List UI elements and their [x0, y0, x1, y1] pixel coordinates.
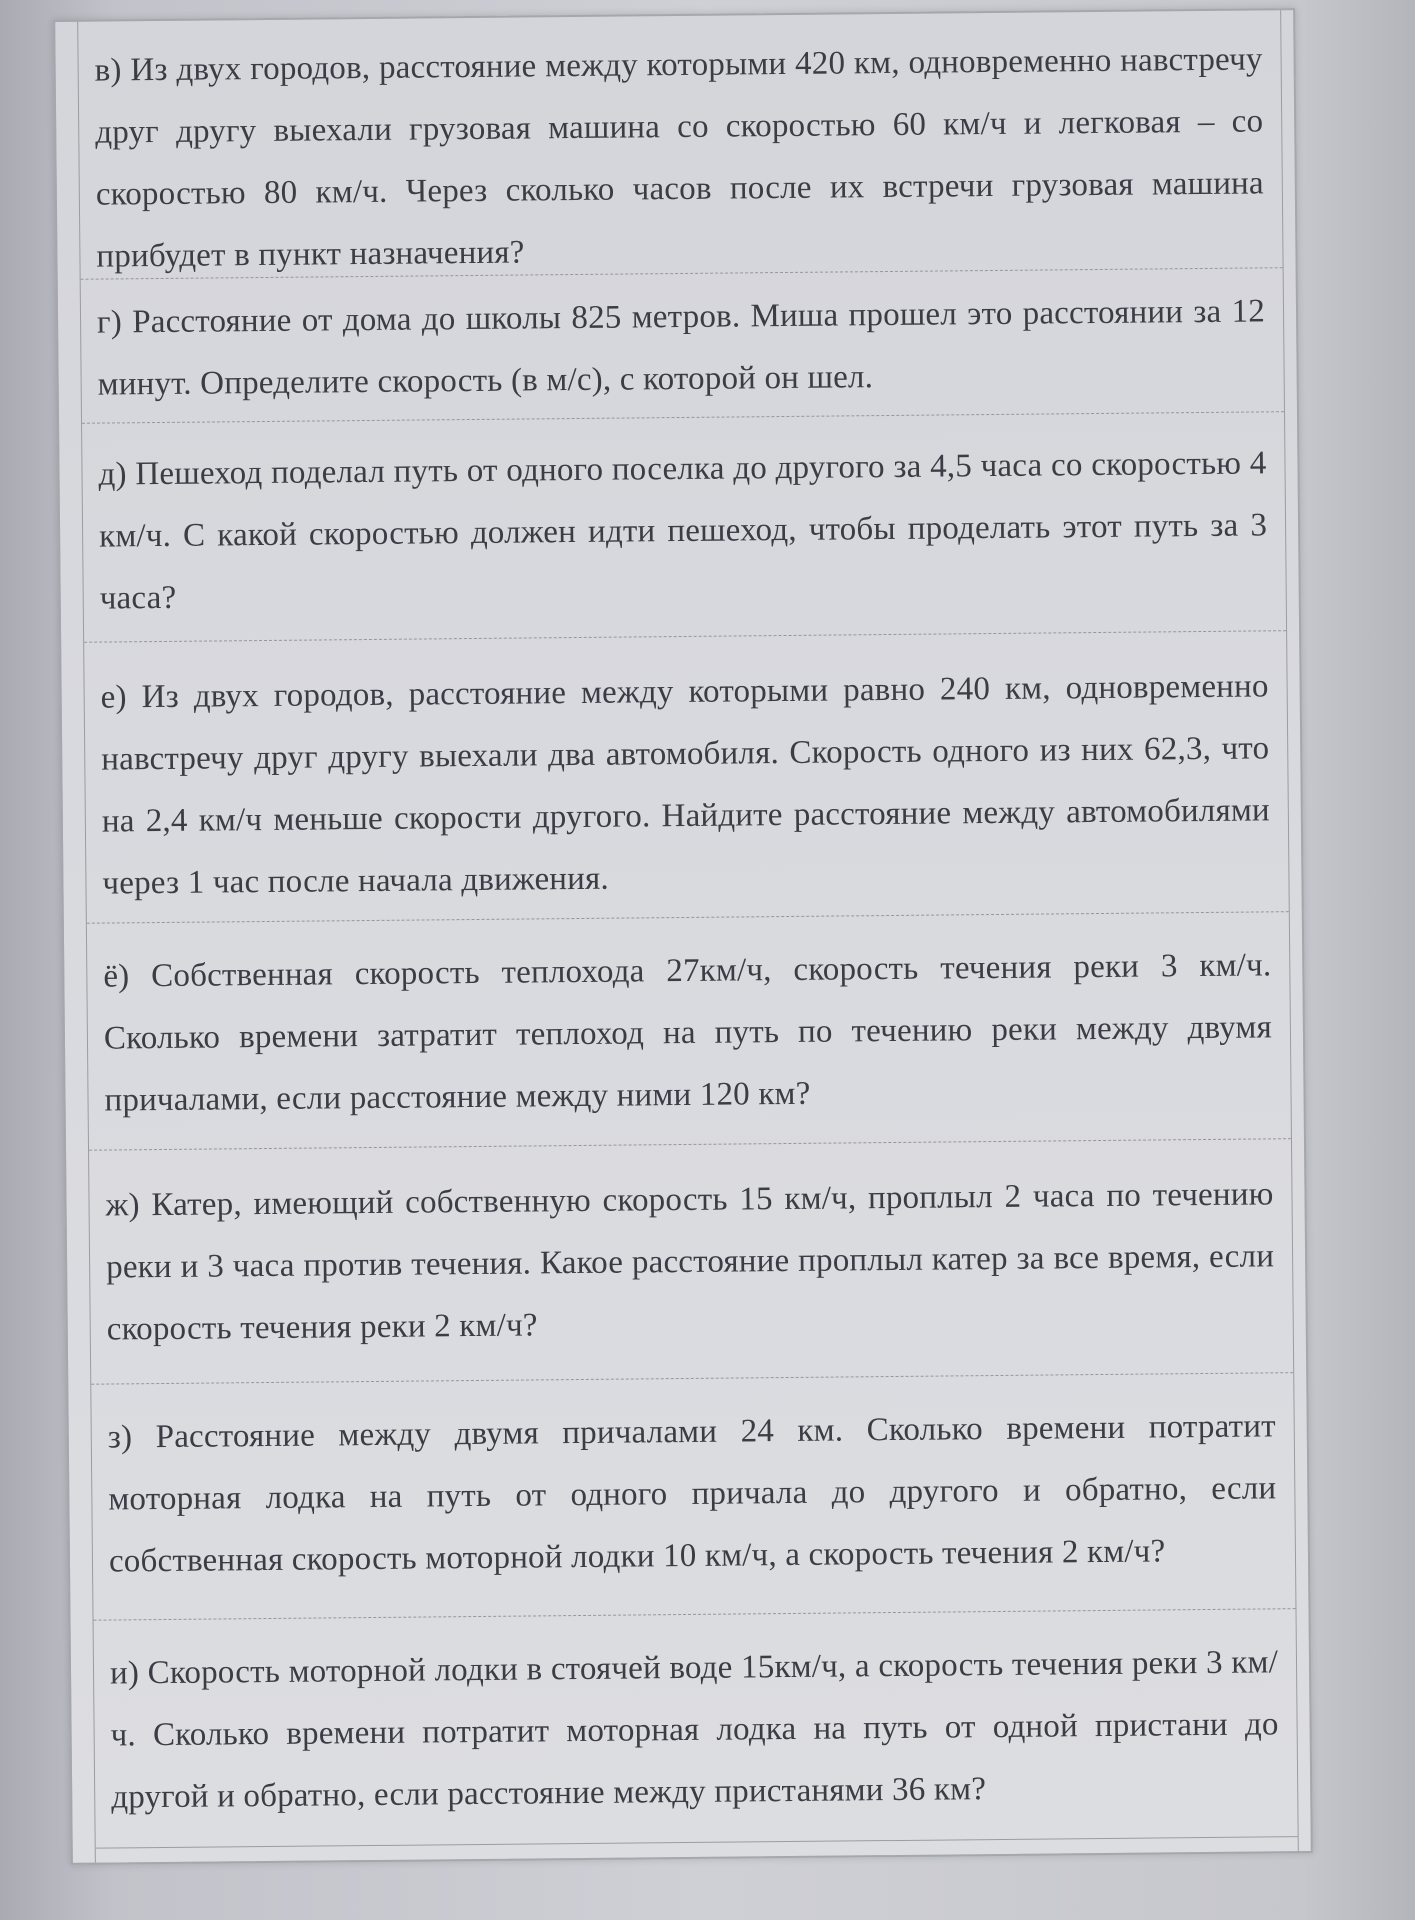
- problem-cell-yo: [87, 912, 1291, 1151]
- problem-cell-i: [94, 1609, 1298, 1849]
- problems-table: [77, 10, 1299, 1862]
- problem-text-v: в) Из двух городов, расстояние между которыми 420 км, одновременно навстречу друг другу выехали грузовая машина со скоростью 60 км/ч и легковая – со скоростью 80 км/ч. Через сколько часов после их встречи грузовая машина прибудет в пункт назначения?: [94, 41, 1264, 275]
- problem-text-g: г) Расстояние от дома до школы 825 метров. Миша прошел это расстоянии за 12 минут. Определите скорость (в м/с), с которой он шел.: [96, 293, 1266, 403]
- problem-cell-e: [84, 631, 1289, 924]
- problem-text-zh: ж) Катер, имеющий собственную скорость 15 км/ч, проплыл 2 часа по течению реки и 3 часа против течения. Какое расстояние проплыл катер за все время, если скорость течения реки 2 км/ч?: [105, 1176, 1275, 1348]
- paper-sheet: [53, 8, 1313, 1865]
- problem-text-z: з) Расстояние между двумя причалами 24 км. Сколько времени потратит моторная лодка на путь от одного причала до другого и обратно, если собственная скорость моторной лодки 10 км/ч, а скорость течения 2 км/ч?: [107, 1408, 1277, 1580]
- problem-cell-v: [78, 10, 1282, 280]
- problem-text-i: и) Скорость моторной лодки в стоячей воде 15км/ч, а скорость течения реки 3 км/ч. Сколько времени потратит моторная лодка на путь от одной пристани до другой и обратно, если расстояние между пристанями 36 км?: [109, 1644, 1279, 1816]
- problem-text-d: д) Пешеход поделал путь от одного поселка до другого за 4,5 часа со скоростью 4 км/ч. С какой скоростью должен идти пешеход, чтобы проделать этот путь за 3 часа?: [98, 445, 1268, 617]
- problem-cell-zh: [89, 1139, 1293, 1385]
- problem-cell-z: [91, 1373, 1295, 1621]
- problem-cell-g: [81, 268, 1284, 424]
- problem-text-yo: ё) Собственная скорость теплохода 27км/ч, скорость течения реки 3 км/ч. Сколько времени затратит теплоход на путь по течению реки между двумя причалами, если расстояние между ними 120 км?: [103, 947, 1273, 1119]
- problem-cell-d: [82, 412, 1286, 643]
- problem-text-e: е) Из двух городов, расстояние между которыми равно 240 км, одновременно навстречу друг другу выехали два автомобиля. Скорость одного из них 62,3, что на 2,4 км/ч меньше скорости другого. Найдите расстояние между автомобилями через 1 час после начала движения.: [100, 668, 1270, 902]
